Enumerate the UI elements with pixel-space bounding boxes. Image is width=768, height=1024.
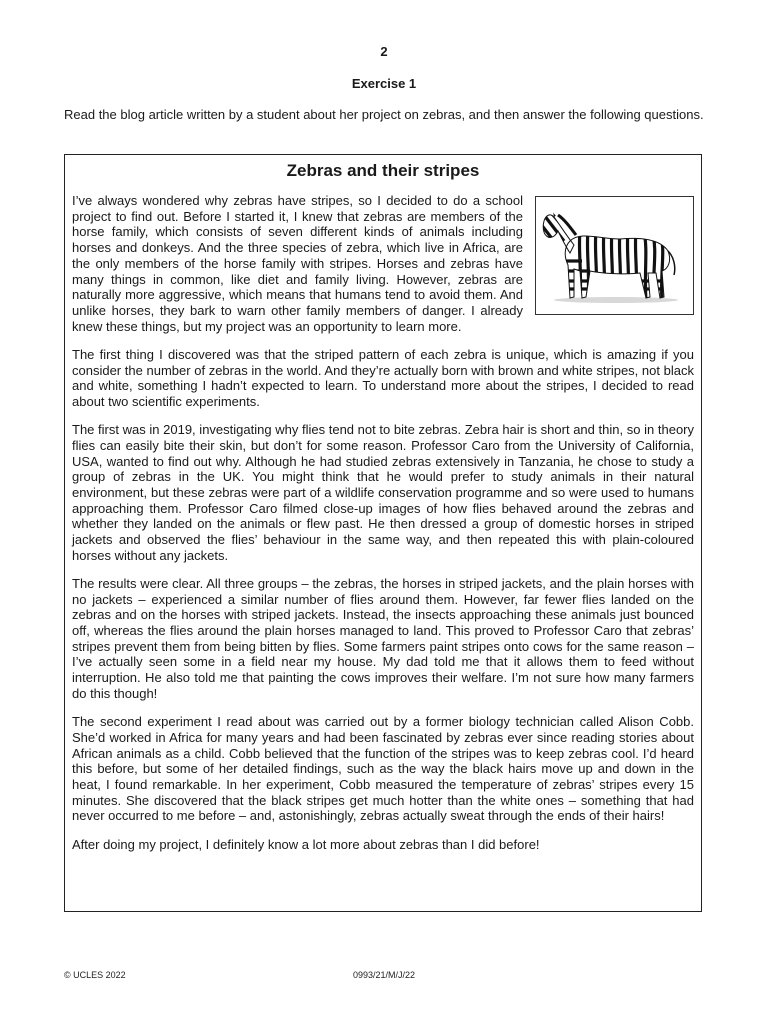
- article-paragraph: The results were clear. All three groups – the zebras, the horses in striped jackets, and the plain horses with no jackets – experienced a similar number of flies around them. However, far fewer flies landed on the zebras and on the horses with striped jackets. Instead, the insects approaching these animals just bounced off, whereas the flies around the plain horses managed to land. This proved to Professor Caro that zebras’ stripes prevent them from being bitten by flies. Some farmers paint stripes onto cows for the same reason – I’ve actually seen some in a field near my house. My dad told me that it allows them to feed without interruption. He also told me that painting the cows improves their welfare. I’m not sure how many farmers do this though!: [72, 575, 694, 701]
- zebra-illustration-icon: [535, 196, 694, 315]
- footer-code: 0993/21/M/J/22: [352, 970, 416, 980]
- article-body: [72, 193, 694, 852]
- article-paragraph: I’ve always wondered why zebras have stripes, so I decided to do a school project to find out. Before I started it, I knew that zebras are members of the horse family, which consists of seven different kinds of animals including horses and donkeys. And the three species of zebra, which live in Africa, are the only members of the horse family with stripes. Horses and zebras have many things in common, like diet and family living. However, zebras are naturally more aggressive, which means that humans tend to avoid them. And unlike horses, they bark to warn other family members of danger. I already knew these things, but my project was an opportunity to learn more.: [72, 193, 523, 334]
- exercise-heading: Exercise 1: [351, 76, 417, 91]
- page-number: 2: [380, 44, 388, 59]
- article-box: [64, 154, 702, 912]
- article-paragraph: After doing my project, I definitely know a lot more about zebras than I did before!: [72, 836, 540, 852]
- article-paragraph: The first was in 2019, investigating why flies tend not to bite zebras. Zebra hair is short and thin, so in theory flies can easily bite their skin, but don’t for some reason. Professor Caro from the University of California, USA, wanted to find out why. Although he had studied zebras extensively in Tanzania, he chose to study a group of zebras in the UK. You might think that he would prefer to study animals in their natural environment, but these zebras were part of a wildlife conservation programme and so were used to humans approaching them. Professor Caro filmed close-up images of how flies behaved around the zebras and whether they landed on the animals or flew past. He then dressed a group of domestic horses in striped jackets and observed the flies’ behaviour in the same way, and then repeated this with plain-coloured horses without any jackets.: [72, 422, 694, 563]
- instructions-text: Read the blog article written by a student about her project on zebras, and then answer the following questions.: [64, 107, 704, 122]
- footer-copyright: © UCLES 2022: [64, 970, 126, 980]
- article-paragraph: The first thing I discovered was that the striped pattern of each zebra is unique, which is amazing if you consider the number of zebras in the world. And they’re actually born with brown and white stripes, not black and white, something I hadn’t expected to learn. To understand more about the stripes, I decided to read about two scientific experiments.: [72, 346, 694, 409]
- article-title: Zebras and their stripes: [286, 161, 480, 180]
- article-paragraph: The second experiment I read about was carried out by a former biology technician called Alison Cobb. She’d worked in Africa for many years and had been fascinated by zebras ever since reading stories about African animals as a child. Cobb believed that the function of the stripes was to keep zebras cool. I’d heard this before, but some of her detailed findings, such as the way the black hairs move up and down in the heat, I found remarkable. In her experiment, Cobb measured the temperature of zebras’ stripes every 15 minutes. She discovered that the black stripes get much hotter than the white ones – something that had never occurred to me before – and, astonishingly, zebras actually sweat through the ends of their hairs!: [72, 714, 694, 824]
